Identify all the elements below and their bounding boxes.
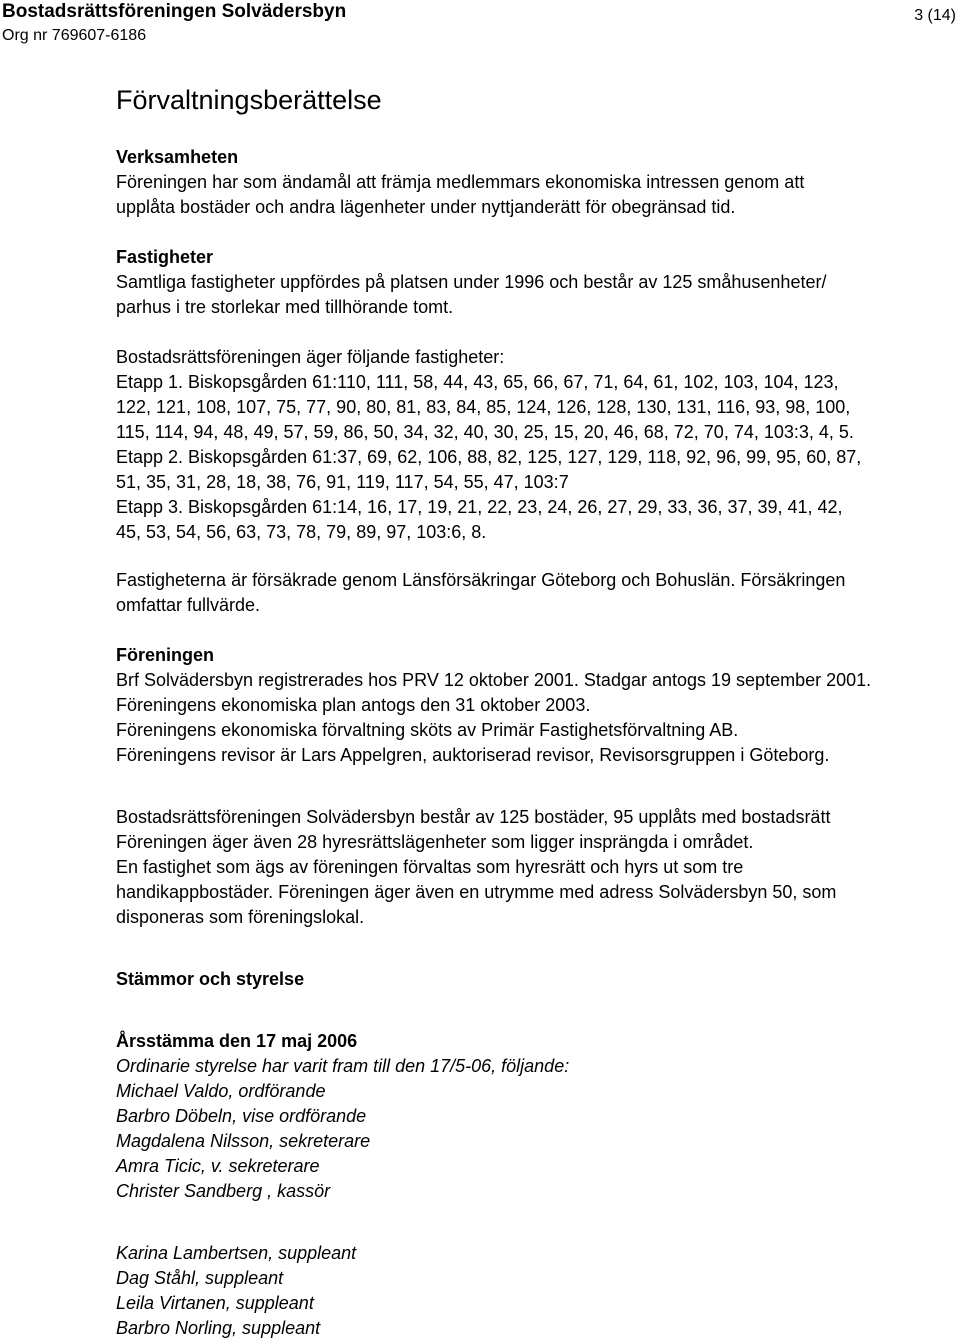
deputy-member: Barbro Norling, suppleant <box>116 1318 321 1338</box>
section-heading-fastigheter: Fastigheter <box>116 247 214 267</box>
page-number: 3 (14) <box>914 7 956 24</box>
section-stammor <box>116 967 956 1341</box>
section-heading-verksamheten: Verksamheten <box>116 147 239 167</box>
section-fastigheter <box>116 245 956 618</box>
board-member: Magdalena Nilsson, sekreterare <box>116 1131 371 1151</box>
etapp-line: Etapp 2. Biskopsgården 61:37, 69, 62, 106, 88, 82, 125, 127, 129, 118, 92, 96, 99, 95, 60, 87, <box>116 447 862 467</box>
board-member: Barbro Döbeln, vise ordförande <box>116 1106 367 1126</box>
board-member: Amra Ticic, v. sekreterare <box>116 1156 320 1176</box>
text-line: Samtliga fastigheter uppfördes på platsen under 1996 och består av 125 småhusenheter/ <box>116 272 827 292</box>
text-line: upplåta bostäder och andra lägenheter under nyttjanderätt för obegränsad tid. <box>116 197 736 217</box>
etapp-line: Etapp 3. Biskopsgården 61:14, 16, 17, 19, 21, 22, 23, 24, 26, 27, 29, 33, 36, 37, 39, 41, 42, <box>116 497 843 517</box>
section-heading-stammor: Stämmor och styrelse <box>116 969 305 989</box>
text-line: Föreningens revisor är Lars Appelgren, auktoriserad revisor, Revisorsgruppen i Göteborg. <box>116 745 830 765</box>
page-title: Förvaltningsberättelse <box>116 85 382 115</box>
etapp-line: 122, 121, 108, 107, 75, 77, 90, 80, 81, 83, 84, 85, 124, 126, 128, 130, 131, 116, 93, 98, 100, <box>116 397 851 417</box>
insurance-line: Fastigheterna är försäkrade genom Länsförsäkringar Göteborg och Bohuslän. Försäkringen <box>116 570 846 590</box>
header-org-nr: Org nr 769607-6186 <box>2 27 147 44</box>
etapp-line: Etapp 1. Biskopsgården 61:110, 111, 58, 44, 43, 65, 66, 67, 71, 64, 61, 102, 103, 104, 123, <box>116 372 839 392</box>
section-foreningen <box>116 643 956 930</box>
board-member: Michael Valdo, ordförande <box>116 1081 326 1101</box>
deputy-member: Leila Virtanen, suppleant <box>116 1293 314 1313</box>
text-line: Föreningen har som ändamål att främja medlemmars ekonomiska intressen genom att <box>116 172 805 192</box>
board-intro: Ordinarie styrelse har varit fram till den 17/5-06, följande: <box>116 1056 570 1076</box>
text-line: parhus i tre storlekar med tillhörande tomt. <box>116 297 454 317</box>
composition-line: Bostadsrättsföreningen Solvädersbyn består av 125 bostäder, 95 upplåts med bostadsrätt <box>116 807 831 827</box>
deputy-member: Karina Lambertsen, suppleant <box>116 1243 357 1263</box>
owned-properties-intro: Bostadsrättsföreningen äger följande fastigheter: <box>116 347 505 367</box>
composition-line: disponeras som föreningslokal. <box>116 907 365 927</box>
etapp-line: 115, 114, 94, 48, 49, 57, 59, 86, 50, 34, 32, 40, 30, 25, 15, 20, 46, 68, 72, 70, 74, 103:3, 4, 5. <box>116 422 854 442</box>
header-org-name: Bostadsrättsföreningen Solvädersbyn <box>2 1 347 22</box>
text-line: Brf Solvädersbyn registrerades hos PRV 12 oktober 2001. Stadgar antogs 19 september 2001. <box>116 670 872 690</box>
insurance-line: omfattar fullvärde. <box>116 595 261 615</box>
section-heading-foreningen: Föreningen <box>116 645 214 665</box>
etapp-line: 51, 35, 31, 28, 18, 38, 76, 91, 119, 117, 54, 55, 47, 103:7 <box>116 472 569 492</box>
composition-line: En fastighet som ägs av föreningen förvaltas som hyresrätt och hyrs ut som tre <box>116 857 744 877</box>
arsstamma-heading: Årsstämma den 17 maj 2006 <box>116 1031 358 1051</box>
text-line: Föreningens ekonomiska förvaltning sköts av Primär Fastighetsförvaltning AB. <box>116 720 739 740</box>
composition-line: Föreningen äger även 28 hyresrättslägenheter som ligger insprängda i området. <box>116 832 754 852</box>
board-member: Christer Sandberg , kassör <box>116 1181 331 1201</box>
deputy-member: Dag Ståhl, suppleant <box>116 1268 284 1288</box>
etapp-line: 45, 53, 54, 56, 63, 73, 78, 79, 89, 97, 103:6, 8. <box>116 522 487 542</box>
composition-line: handikappbostäder. Föreningen äger även en utrymme med adress Solvädersbyn 50, som <box>116 882 837 902</box>
text-line: Föreningens ekonomiska plan antogs den 31 oktober 2003. <box>116 695 591 715</box>
document-body <box>116 84 956 1341</box>
section-verksamheten <box>116 145 956 220</box>
